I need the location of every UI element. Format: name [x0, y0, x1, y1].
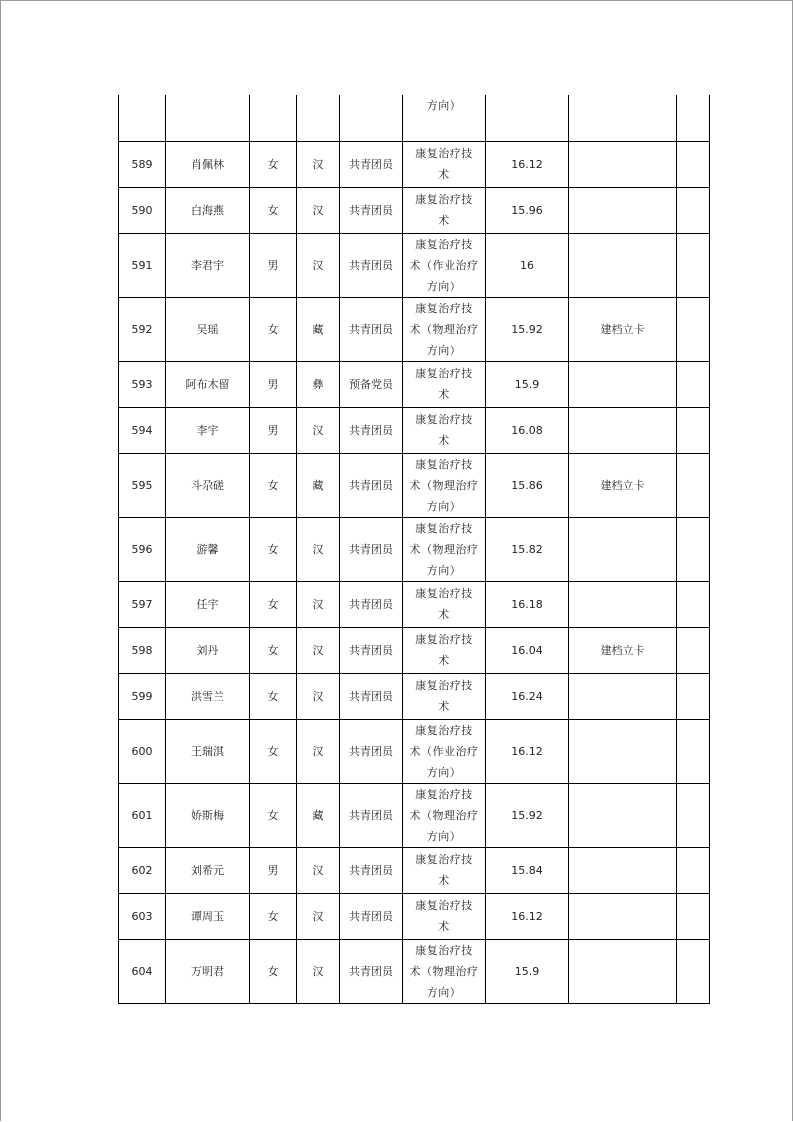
cell-ethnicity: 汉: [297, 673, 340, 719]
cell-score: 16.12: [486, 141, 569, 187]
cell-political: 共青团员: [340, 297, 403, 361]
cell-political: 共青团员: [340, 581, 403, 627]
cell-gender: 女: [250, 141, 297, 187]
cell-name: 刘希元: [166, 847, 250, 893]
cell-ethnicity: 汉: [297, 893, 340, 939]
cell-name: 洪雪兰: [166, 673, 250, 719]
cell-political: 共青团员: [340, 233, 403, 297]
cell-extra: [677, 233, 710, 297]
cell-no: 601: [119, 783, 166, 847]
cell-gender: 女: [250, 581, 297, 627]
cell-political: 共青团员: [340, 847, 403, 893]
cell-political: [340, 95, 403, 141]
cell-major: [403, 141, 486, 187]
cell-score: 15.84: [486, 847, 569, 893]
major-line: 康复治疗技: [415, 853, 473, 866]
major-line: 方向）: [426, 563, 462, 577]
cell-extra: [677, 847, 710, 893]
cell-ethnicity: 汉: [297, 627, 340, 673]
cell-ethnicity: 彝: [297, 361, 340, 407]
major-line: 方向）: [426, 99, 462, 112]
cell-extra: [677, 893, 710, 939]
table-row: [119, 361, 710, 407]
cell-no: 598: [119, 627, 166, 673]
cell-major: [403, 627, 486, 673]
cell-gender: 女: [250, 297, 297, 361]
cell-no: [119, 95, 166, 141]
cell-note: [569, 141, 677, 187]
major-line: 康复治疗技: [415, 521, 473, 535]
major-line: 术（物理治疗: [409, 808, 479, 822]
cell-political: 共青团员: [340, 407, 403, 453]
cell-political: 共青团员: [340, 783, 403, 847]
cell-note: [569, 95, 677, 141]
cell-no: 589: [119, 141, 166, 187]
cell-gender: 女: [250, 627, 297, 673]
cell-gender: 男: [250, 407, 297, 453]
cell-political: 共青团员: [340, 187, 403, 233]
cell-extra: [677, 141, 710, 187]
cell-no: 591: [119, 233, 166, 297]
major-line: 康复治疗技: [415, 237, 473, 251]
major-line: 术（物理治疗: [409, 542, 479, 556]
cell-name: 娇斯梅: [166, 783, 250, 847]
cell-ethnicity: 汉: [297, 141, 340, 187]
cell-no: 596: [119, 517, 166, 581]
cell-name: 游馨: [166, 517, 250, 581]
major-line: 方向）: [426, 765, 462, 779]
cell-score: 15.9: [486, 361, 569, 407]
cell-gender: 男: [250, 361, 297, 407]
major-line: 康复治疗技: [415, 899, 473, 912]
major-line: 康复治疗技: [415, 367, 473, 380]
major-line: 康复治疗技: [415, 413, 473, 426]
cell-gender: 男: [250, 233, 297, 297]
cell-note: [569, 187, 677, 233]
cell-political: 共青团员: [340, 939, 403, 1003]
cell-ethnicity: 汉: [297, 233, 340, 297]
student-roster-table: [118, 95, 710, 1004]
cell-gender: 女: [250, 893, 297, 939]
cell-gender: 男: [250, 847, 297, 893]
cell-major: [403, 361, 486, 407]
table-row: [119, 581, 710, 627]
cell-gender: 女: [250, 453, 297, 517]
major-line: 术（物理治疗: [409, 964, 479, 978]
cell-score: 16.04: [486, 627, 569, 673]
major-line: 术: [438, 168, 450, 181]
cell-no: 590: [119, 187, 166, 233]
major-line: 方向）: [426, 279, 462, 293]
major-line: 术: [438, 700, 450, 713]
major-line: 术: [438, 388, 450, 401]
cell-score: 15.82: [486, 517, 569, 581]
table-row: [119, 141, 710, 187]
cell-no: 597: [119, 581, 166, 627]
cell-political: 共青团员: [340, 627, 403, 673]
cell-note: [569, 847, 677, 893]
cell-note: [569, 517, 677, 581]
roster-body: [119, 95, 710, 1003]
cell-name: 阿布木留: [166, 361, 250, 407]
table-row: [119, 783, 710, 847]
cell-score: [486, 95, 569, 141]
cell-score: 16.24: [486, 673, 569, 719]
table-row: [119, 233, 710, 297]
cell-gender: 女: [250, 517, 297, 581]
cell-extra: [677, 627, 710, 673]
cell-score: 15.86: [486, 453, 569, 517]
cell-gender: 女: [250, 783, 297, 847]
cell-ethnicity: 藏: [297, 453, 340, 517]
major-line: 术: [438, 434, 450, 447]
cell-gender: [250, 95, 297, 141]
cell-no: 595: [119, 453, 166, 517]
cell-major: [403, 297, 486, 361]
major-line: 术（作业治疗: [409, 258, 479, 272]
cell-major: [403, 407, 486, 453]
cell-no: 600: [119, 719, 166, 783]
cell-note: [569, 673, 677, 719]
major-line: 方向）: [426, 985, 462, 999]
cell-note: [569, 783, 677, 847]
major-line: 术（作业治疗: [409, 744, 479, 758]
cell-extra: [677, 939, 710, 1003]
major-line: 方向）: [426, 499, 462, 513]
cell-political: 预备党员: [340, 361, 403, 407]
cell-major: [403, 453, 486, 517]
cell-note: [569, 581, 677, 627]
cell-name: 刘丹: [166, 627, 250, 673]
cell-extra: [677, 673, 710, 719]
cell-extra: [677, 297, 710, 361]
cell-no: 592: [119, 297, 166, 361]
cell-score: 15.9: [486, 939, 569, 1003]
cell-score: 16.18: [486, 581, 569, 627]
cell-ethnicity: 汉: [297, 581, 340, 627]
cell-no: 594: [119, 407, 166, 453]
cell-major: [403, 95, 486, 141]
major-line: 术（物理治疗: [409, 322, 479, 336]
cell-extra: [677, 581, 710, 627]
table-row: [119, 719, 710, 783]
major-line: 康复治疗技: [415, 943, 473, 957]
cell-name: 斗尕磋: [166, 453, 250, 517]
cell-major: [403, 517, 486, 581]
cell-name: 谭周玉: [166, 893, 250, 939]
cell-political: 共青团员: [340, 673, 403, 719]
cell-no: 604: [119, 939, 166, 1003]
major-line: 康复治疗技: [415, 457, 473, 471]
major-line: 康复治疗技: [415, 679, 473, 692]
cell-note: [569, 893, 677, 939]
table-row: [119, 517, 710, 581]
cell-name: 任宇: [166, 581, 250, 627]
cell-gender: 女: [250, 673, 297, 719]
cell-no: 599: [119, 673, 166, 719]
cell-major: [403, 233, 486, 297]
cell-extra: [677, 783, 710, 847]
cell-major: [403, 783, 486, 847]
cell-name: [166, 95, 250, 141]
cell-major: [403, 187, 486, 233]
cell-score: 16.08: [486, 407, 569, 453]
cell-name: 李君宇: [166, 233, 250, 297]
cell-score: 16.12: [486, 719, 569, 783]
cell-note: [569, 233, 677, 297]
cell-extra: [677, 719, 710, 783]
cell-extra: [677, 361, 710, 407]
cell-extra: [677, 453, 710, 517]
major-line: 康复治疗技: [415, 301, 473, 315]
cell-note: 建档立卡: [569, 453, 677, 517]
cell-note: [569, 407, 677, 453]
cell-gender: 女: [250, 187, 297, 233]
cell-no: 602: [119, 847, 166, 893]
cell-note: [569, 939, 677, 1003]
cell-ethnicity: 汉: [297, 407, 340, 453]
cell-score: 15.96: [486, 187, 569, 233]
cell-score: 16.12: [486, 893, 569, 939]
cell-ethnicity: 汉: [297, 939, 340, 1003]
cell-ethnicity: 汉: [297, 719, 340, 783]
major-line: 术: [438, 654, 450, 667]
major-line: 术: [438, 214, 450, 227]
table-row: [119, 453, 710, 517]
cell-major: [403, 581, 486, 627]
table-row: [119, 673, 710, 719]
major-line: 方向）: [426, 343, 462, 357]
major-line: 康复治疗技: [415, 193, 473, 206]
cell-ethnicity: [297, 95, 340, 141]
cell-name: 肖佩林: [166, 141, 250, 187]
cell-extra: [677, 187, 710, 233]
table-row: [119, 893, 710, 939]
major-line: 术: [438, 874, 450, 887]
table-row: [119, 407, 710, 453]
major-line: 康复治疗技: [415, 147, 473, 160]
cell-political: 共青团员: [340, 893, 403, 939]
cell-no: 603: [119, 893, 166, 939]
cell-score: 15.92: [486, 297, 569, 361]
cell-political: 共青团员: [340, 141, 403, 187]
cell-note: 建档立卡: [569, 297, 677, 361]
cell-ethnicity: 藏: [297, 297, 340, 361]
cell-note: 建档立卡: [569, 627, 677, 673]
cell-name: 白海燕: [166, 187, 250, 233]
cell-ethnicity: 汉: [297, 517, 340, 581]
cell-note: [569, 361, 677, 407]
cell-name: 李宇: [166, 407, 250, 453]
cell-major: [403, 893, 486, 939]
cell-no: 593: [119, 361, 166, 407]
cell-name: 王瑞淇: [166, 719, 250, 783]
cell-gender: 女: [250, 719, 297, 783]
cell-extra: [677, 407, 710, 453]
cell-political: 共青团员: [340, 517, 403, 581]
cell-gender: 女: [250, 939, 297, 1003]
major-line: 康复治疗技: [415, 723, 473, 737]
table-row-continued: [119, 95, 710, 141]
major-line: 康复治疗技: [415, 787, 473, 801]
cell-ethnicity: 藏: [297, 783, 340, 847]
table-row: [119, 187, 710, 233]
cell-name: 万明君: [166, 939, 250, 1003]
cell-major: [403, 939, 486, 1003]
major-line: 术（物理治疗: [409, 478, 479, 492]
cell-note: [569, 719, 677, 783]
table-row: [119, 627, 710, 673]
table-row: [119, 939, 710, 1003]
major-line: 术: [438, 608, 450, 621]
major-line: 康复治疗技: [415, 587, 473, 600]
cell-score: 15.92: [486, 783, 569, 847]
major-line: 方向）: [426, 829, 462, 843]
cell-ethnicity: 汉: [297, 847, 340, 893]
cell-extra: [677, 517, 710, 581]
cell-score: 16: [486, 233, 569, 297]
major-line: 康复治疗技: [415, 633, 473, 646]
table-row: [119, 297, 710, 361]
cell-political: 共青团员: [340, 719, 403, 783]
cell-political: 共青团员: [340, 453, 403, 517]
table-row: [119, 847, 710, 893]
cell-name: 吴瑶: [166, 297, 250, 361]
major-line: 术: [438, 920, 450, 933]
cell-major: [403, 673, 486, 719]
cell-major: [403, 847, 486, 893]
cell-ethnicity: 汉: [297, 187, 340, 233]
cell-extra: [677, 95, 710, 141]
cell-major: [403, 719, 486, 783]
